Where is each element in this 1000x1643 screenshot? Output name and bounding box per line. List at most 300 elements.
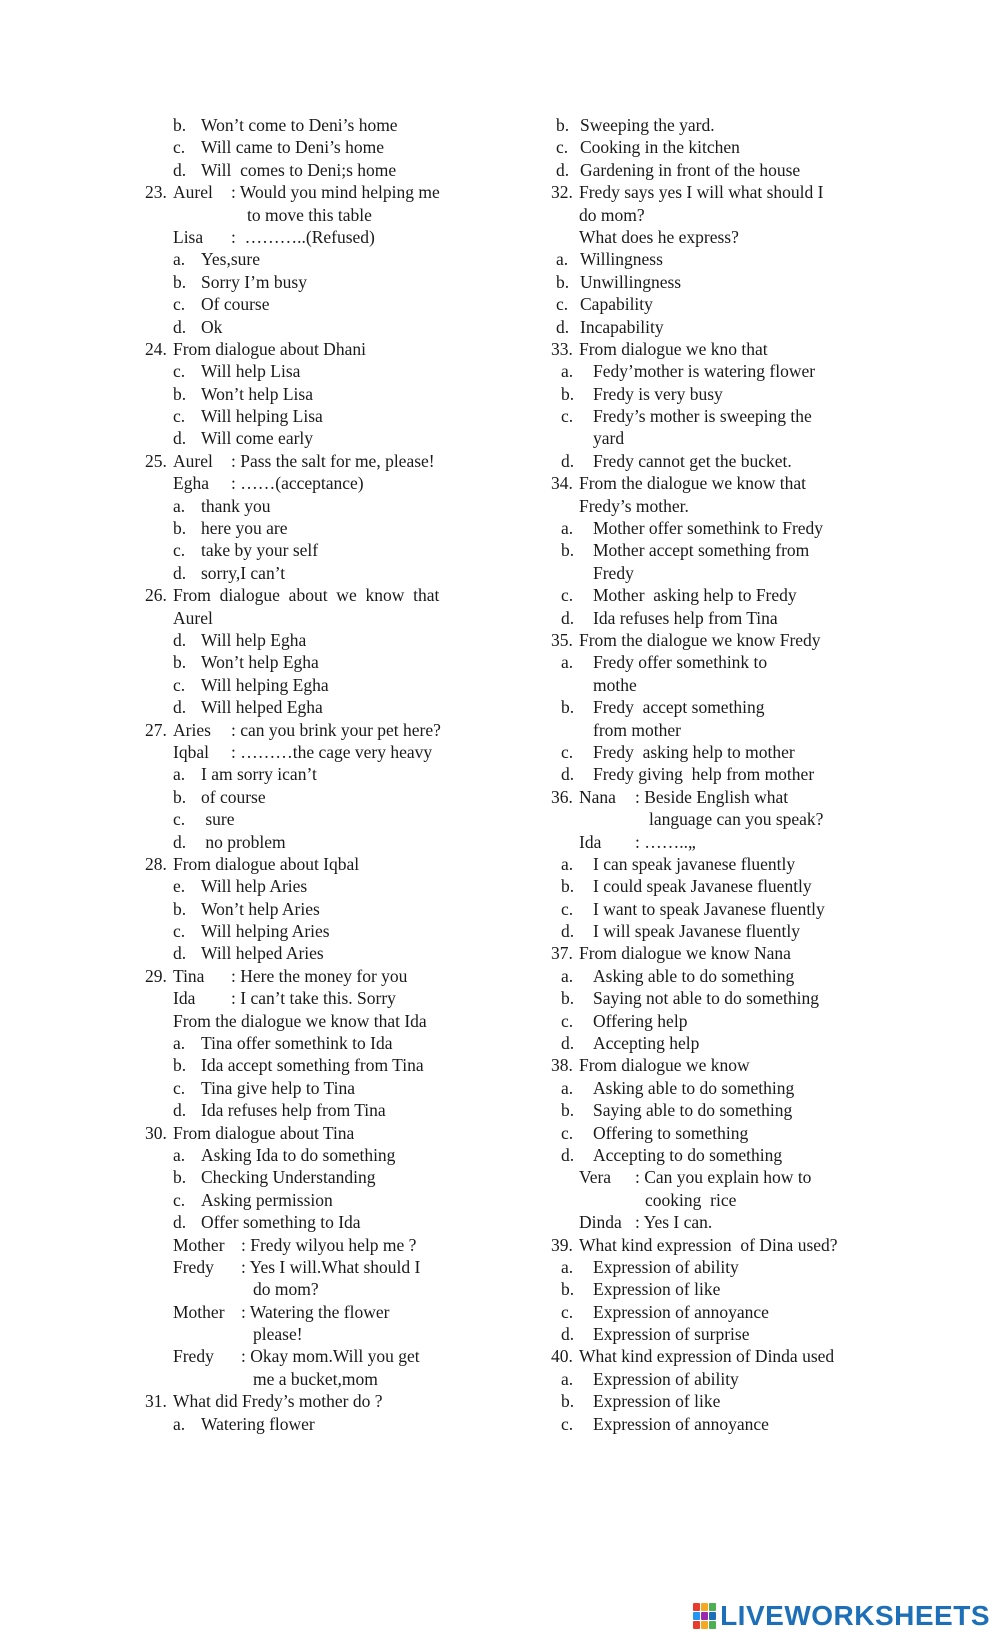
item-marker: c.: [556, 137, 569, 158]
item-marker: 34.: [551, 473, 573, 494]
indent-spacer: [145, 316, 173, 338]
speaker-name: Fredy: [173, 1256, 214, 1277]
indent-spacer: [145, 383, 173, 405]
item-marker: a.: [561, 518, 574, 539]
item-marker: c.: [561, 406, 574, 427]
text-line: [551, 942, 881, 964]
text-line: [145, 651, 500, 673]
indent-spacer: [551, 1390, 561, 1412]
item-marker: b.: [173, 1167, 187, 1188]
speaker-name: Vera: [579, 1167, 612, 1188]
text-line: [145, 1099, 500, 1121]
text-line: [145, 584, 500, 606]
line-text: Fredy’s mother is sweeping the: [593, 406, 812, 427]
text-line: [145, 1189, 500, 1211]
line-text: Gardening in front of the house: [580, 159, 801, 180]
line-text: Will helping Egha: [201, 674, 329, 695]
text-line: [145, 1390, 500, 1412]
text-line: [551, 584, 881, 606]
line-text: : I can’t take this. Sorry: [231, 988, 396, 1009]
indent-spacer: [145, 1234, 173, 1256]
line-text: Aurel: [173, 607, 213, 628]
text-line: [551, 248, 881, 270]
logo-square: [693, 1603, 700, 1611]
item-marker: 28.: [145, 853, 167, 874]
text-line: [145, 1256, 500, 1278]
line-text: Fredy offer somethink to: [593, 652, 768, 673]
indent-spacer: [551, 1278, 561, 1300]
line-text: From the dialogue we know that: [579, 473, 806, 494]
text-line: [551, 1032, 881, 1054]
text-line: [551, 1211, 881, 1233]
text-line: [551, 1077, 881, 1099]
line-text: : can you brink your pet here?: [231, 719, 441, 740]
text-line: [551, 1323, 881, 1345]
indent-spacer: [551, 987, 561, 1009]
item-marker: 30.: [145, 1122, 167, 1143]
text-line: [551, 629, 881, 651]
text-line: [145, 316, 500, 338]
line-text: Offering to something: [593, 1122, 749, 1143]
indent-spacer: [551, 1032, 561, 1054]
text-line: [551, 808, 881, 830]
logo-square: [701, 1603, 708, 1611]
line-text: Fredy’s mother.: [579, 495, 689, 516]
text-line: [145, 987, 500, 1009]
text-line: [551, 405, 881, 427]
indent-spacer: [145, 226, 173, 248]
line-text: I could speak Javanese fluently: [593, 876, 812, 897]
indent-spacer: [145, 674, 173, 696]
text-line: [145, 495, 500, 517]
item-marker: e.: [173, 876, 186, 897]
indent-spacer: [551, 920, 561, 942]
line-text: Offer something to Ida: [201, 1212, 361, 1233]
text-line: [551, 786, 881, 808]
line-text: here you are: [201, 518, 288, 539]
item-marker: a.: [173, 1033, 186, 1054]
text-line: [145, 226, 500, 248]
indent-spacer: [551, 674, 593, 696]
indent-spacer: [551, 831, 579, 853]
indent-spacer: [551, 808, 649, 830]
item-marker: a.: [561, 1368, 574, 1389]
indent-spacer: [551, 1301, 561, 1323]
indent-spacer: [145, 1211, 173, 1233]
indent-spacer: [145, 1166, 173, 1188]
item-marker: c.: [173, 1077, 186, 1098]
line-text: from mother: [593, 719, 681, 740]
indent-spacer: [551, 584, 561, 606]
line-text: I will speak Javanese fluently: [593, 921, 801, 942]
logo-text: LIVEWORKSHEETS: [720, 1600, 990, 1631]
item-marker: 31.: [145, 1391, 167, 1412]
indent-spacer: [145, 942, 173, 964]
text-line: [145, 808, 500, 830]
indent-spacer: [145, 696, 173, 718]
line-text: cooking rice: [645, 1189, 737, 1210]
item-marker: d.: [561, 450, 575, 471]
text-line: [145, 1234, 500, 1256]
indent-spacer: [551, 1122, 561, 1144]
text-line: [145, 965, 500, 987]
item-marker: 32.: [551, 182, 573, 203]
indent-spacer: [551, 517, 561, 539]
text-line: [551, 159, 881, 181]
speaker-name: Ida: [579, 831, 602, 852]
item-marker: b.: [173, 271, 187, 292]
line-text: Fedy’mother is watering flower: [593, 361, 816, 382]
item-marker: b.: [561, 697, 575, 718]
line-text: Expression of ability: [593, 1256, 739, 1277]
text-line: [145, 898, 500, 920]
line-text: Offering help: [593, 1010, 688, 1031]
text-line: [551, 741, 881, 763]
item-marker: b.: [173, 1055, 187, 1076]
indent-spacer: [551, 719, 593, 741]
indent-spacer: [551, 226, 579, 248]
indent-spacer: [551, 562, 593, 584]
item-marker: c.: [173, 809, 186, 830]
indent-spacer: [145, 1256, 173, 1278]
text-line: [551, 562, 881, 584]
line-text: : ………..(Refused): [231, 226, 375, 247]
line-text: Accepting help: [593, 1033, 700, 1054]
text-line: [551, 1301, 881, 1323]
item-marker: 40.: [551, 1346, 573, 1367]
item-marker: d.: [173, 562, 187, 583]
logo-square: [693, 1612, 700, 1620]
indent-spacer: [145, 204, 247, 226]
indent-spacer: [145, 136, 173, 158]
text-line: [145, 607, 500, 629]
indent-spacer: [145, 159, 173, 181]
item-marker: d.: [561, 1144, 575, 1165]
item-marker: d.: [173, 943, 187, 964]
indent-spacer: [551, 1323, 561, 1345]
line-text: Expression of annoyance: [593, 1301, 769, 1322]
line-text: Will helping Lisa: [201, 406, 323, 427]
indent-spacer: [551, 495, 579, 517]
indent-spacer: [145, 1345, 173, 1367]
indent-spacer: [145, 1413, 173, 1435]
text-line: [551, 719, 881, 741]
item-marker: b.: [173, 652, 187, 673]
line-text: take by your self: [201, 540, 319, 561]
item-marker: 35.: [551, 629, 573, 650]
item-marker: a.: [173, 1413, 186, 1434]
text-line: [145, 763, 500, 785]
line-text: From the dialogue we know that Ida: [173, 1010, 427, 1031]
text-line: [145, 1211, 500, 1233]
line-text: Won’t help Lisa: [201, 383, 313, 404]
line-text: : Watering the flower: [241, 1301, 390, 1322]
text-line: [551, 271, 881, 293]
line-text: : Can you explain how to: [635, 1167, 812, 1188]
item-marker: a.: [173, 495, 186, 516]
text-line: [551, 1368, 881, 1390]
indent-spacer: [551, 405, 561, 427]
item-marker: 33.: [551, 338, 573, 359]
line-text: Ida refuses help from Tina: [201, 1100, 386, 1121]
indent-spacer: [551, 853, 561, 875]
indent-spacer: [145, 1323, 253, 1345]
line-text: Fredy accept something: [593, 697, 765, 718]
item-marker: c.: [561, 585, 574, 606]
indent-spacer: [145, 114, 173, 136]
indent-spacer: [145, 808, 173, 830]
left-column: [145, 114, 500, 1435]
line-text: Sweeping the yard.: [580, 115, 715, 135]
indent-spacer: [551, 651, 561, 673]
indent-spacer: [145, 271, 173, 293]
line-text: Mother asking help to Fredy: [593, 585, 797, 606]
text-line: [551, 1099, 881, 1121]
line-text: Expression of annoyance: [593, 1413, 769, 1434]
line-text: Tina give help to Tina: [201, 1077, 355, 1098]
speaker-name: Mother: [173, 1301, 225, 1322]
line-text: Asking permission: [201, 1189, 333, 1210]
item-marker: d.: [556, 316, 570, 337]
line-text: From dialogue we know Nana: [579, 943, 791, 964]
text-line: [145, 181, 500, 203]
text-line: [145, 204, 500, 226]
line-text: : ………the cage very heavy: [231, 741, 433, 762]
line-text: : Yes I will.What should I: [241, 1256, 421, 1277]
indent-spacer: [145, 495, 173, 517]
text-line: [551, 338, 881, 360]
indent-spacer: [145, 1010, 173, 1032]
text-line: [551, 204, 881, 226]
text-line: [145, 786, 500, 808]
text-line: [551, 674, 881, 696]
text-line: [145, 1345, 500, 1367]
text-line: [551, 316, 881, 338]
line-text: Watering flower: [201, 1413, 315, 1434]
liveworksheets-grid-icon: [693, 1603, 716, 1629]
line-text: Will helping Aries: [201, 921, 330, 942]
line-text: : Okay mom.Will you get: [241, 1346, 420, 1367]
text-line: [551, 898, 881, 920]
indent-spacer: [551, 696, 561, 718]
speaker-name: Tina: [173, 965, 205, 986]
item-marker: b.: [561, 876, 575, 897]
line-text: me a bucket,mom: [253, 1368, 378, 1389]
item-marker: b.: [561, 1279, 575, 1300]
text-line: [145, 1323, 500, 1345]
speaker-name: Ida: [173, 988, 196, 1009]
indent-spacer: [551, 898, 561, 920]
text-line: [551, 450, 881, 472]
indent-spacer: [551, 741, 561, 763]
text-line: [145, 1010, 500, 1032]
text-line: [145, 248, 500, 270]
text-line: [145, 383, 500, 405]
text-line: [145, 741, 500, 763]
line-text: Accepting to do something: [593, 1144, 783, 1165]
item-marker: c.: [173, 361, 186, 382]
line-text: Tina offer somethink to Ida: [201, 1033, 393, 1054]
item-marker: d.: [173, 629, 187, 650]
indent-spacer: [145, 763, 173, 785]
item-marker: c.: [561, 1413, 574, 1434]
text-line: [551, 651, 881, 673]
item-marker: d.: [561, 1033, 575, 1054]
item-marker: a.: [561, 652, 574, 673]
text-line: [551, 226, 881, 248]
line-text: : Would you mind helping me: [231, 182, 440, 203]
text-line: [551, 360, 881, 382]
text-line: [551, 427, 881, 449]
text-line: [145, 1278, 500, 1300]
item-marker: b.: [556, 271, 570, 292]
text-line: [145, 1032, 500, 1054]
line-text: sorry,I can’t: [201, 562, 286, 583]
item-marker: 23.: [145, 182, 167, 203]
item-marker: 29.: [145, 965, 167, 986]
line-text: Ida accept something from Tina: [201, 1055, 424, 1076]
line-text: Asking able to do something: [593, 965, 795, 986]
item-marker: d.: [561, 1324, 575, 1345]
line-text: What kind expression of Dina used?: [579, 1234, 838, 1255]
item-marker: c.: [561, 1122, 574, 1143]
item-marker: d.: [173, 316, 187, 337]
line-text: Expression of ability: [593, 1368, 739, 1389]
line-text: Won’t help Aries: [201, 898, 320, 919]
item-marker: b.: [173, 898, 187, 919]
item-marker: b.: [561, 1100, 575, 1121]
line-text: Won’t help Egha: [201, 652, 319, 673]
item-marker: a.: [561, 853, 574, 874]
text-line: [551, 539, 881, 561]
item-marker: d.: [173, 428, 187, 449]
line-text: do mom?: [579, 204, 645, 225]
indent-spacer: [145, 651, 173, 673]
line-text: Will comes to Deni;s home: [201, 159, 397, 180]
text-line: [145, 427, 500, 449]
line-text: I want to speak Javanese fluently: [593, 898, 825, 919]
item-marker: 38.: [551, 1055, 573, 1076]
line-text: Will helped Aries: [201, 943, 324, 964]
speaker-name: Aries: [173, 719, 211, 740]
logo-square: [709, 1612, 716, 1620]
speaker-name: Mother: [173, 1234, 225, 1255]
line-text: I am sorry ican’t: [201, 764, 317, 785]
line-text: Fredy says yes I will what should I: [579, 182, 824, 203]
text-line: [145, 136, 500, 158]
text-line: [551, 763, 881, 785]
item-marker: d.: [556, 159, 570, 180]
text-line: [551, 1390, 881, 1412]
line-text: From dialogue about we know that: [173, 585, 440, 606]
text-line: [145, 517, 500, 539]
item-marker: 27.: [145, 719, 167, 740]
item-marker: c.: [561, 1301, 574, 1322]
item-marker: a.: [173, 249, 186, 270]
item-marker: c.: [556, 294, 569, 315]
indent-spacer: [145, 1099, 173, 1121]
item-marker: 36.: [551, 786, 573, 807]
item-marker: d.: [561, 764, 575, 785]
liveworksheets-logo: [693, 1601, 990, 1631]
indent-spacer: [145, 875, 173, 897]
text-line: [551, 987, 881, 1009]
line-text: Expression of surprise: [593, 1324, 750, 1345]
line-text: Will helped Egha: [201, 697, 323, 718]
line-text: Will come early: [201, 428, 314, 449]
text-line: [145, 271, 500, 293]
line-text: Will help Egha: [201, 629, 307, 650]
text-line: [551, 831, 881, 853]
line-text: What does he express?: [579, 226, 739, 247]
text-line: [551, 696, 881, 718]
indent-spacer: [551, 383, 561, 405]
indent-spacer: [145, 741, 173, 763]
indent-spacer: [551, 539, 561, 561]
text-line: [145, 1122, 500, 1144]
text-line: [145, 1166, 500, 1188]
line-text: Sorry I’m busy: [201, 271, 307, 292]
line-text: thank you: [201, 495, 271, 516]
text-line: [145, 875, 500, 897]
line-text: Saying not able to do something: [593, 988, 820, 1009]
indent-spacer: [145, 1054, 173, 1076]
item-marker: b.: [173, 115, 187, 135]
text-line: [551, 875, 881, 897]
indent-spacer: [145, 1368, 253, 1390]
line-text: From the dialogue we know Fredy: [579, 629, 821, 650]
text-line: [145, 696, 500, 718]
text-line: [551, 181, 881, 203]
item-marker: c.: [173, 921, 186, 942]
line-text: From dialogue we kno that: [579, 338, 768, 359]
line-text: Unwillingness: [580, 271, 682, 292]
logo-square: [701, 1621, 708, 1629]
indent-spacer: [551, 450, 561, 472]
text-line: [145, 942, 500, 964]
item-marker: c.: [561, 898, 574, 919]
text-line: [551, 114, 881, 136]
text-line: [551, 495, 881, 517]
text-line: [551, 1345, 881, 1367]
indent-spacer: [145, 539, 173, 561]
text-line: [551, 1189, 881, 1211]
line-text: language can you speak?: [649, 809, 824, 830]
indent-spacer: [145, 1189, 173, 1211]
line-text: Expression of like: [593, 1391, 721, 1412]
item-marker: a.: [173, 1144, 186, 1165]
text-line: [145, 1077, 500, 1099]
line-text: no problem: [201, 831, 286, 852]
item-marker: c.: [173, 1189, 186, 1210]
indent-spacer: [551, 1099, 561, 1121]
item-marker: b.: [173, 518, 187, 539]
line-text: mothe: [593, 674, 637, 695]
indent-spacer: [145, 629, 173, 651]
indent-spacer: [551, 1256, 561, 1278]
item-marker: d.: [173, 1100, 187, 1121]
line-text: Incapability: [580, 316, 664, 337]
item-marker: a.: [561, 965, 574, 986]
indent-spacer: [145, 427, 173, 449]
item-marker: a.: [556, 249, 569, 270]
text-line: [551, 1122, 881, 1144]
text-line: [145, 920, 500, 942]
line-text: of course: [201, 786, 266, 807]
indent-spacer: [551, 607, 561, 629]
item-marker: b.: [173, 383, 187, 404]
item-marker: c.: [561, 741, 574, 762]
